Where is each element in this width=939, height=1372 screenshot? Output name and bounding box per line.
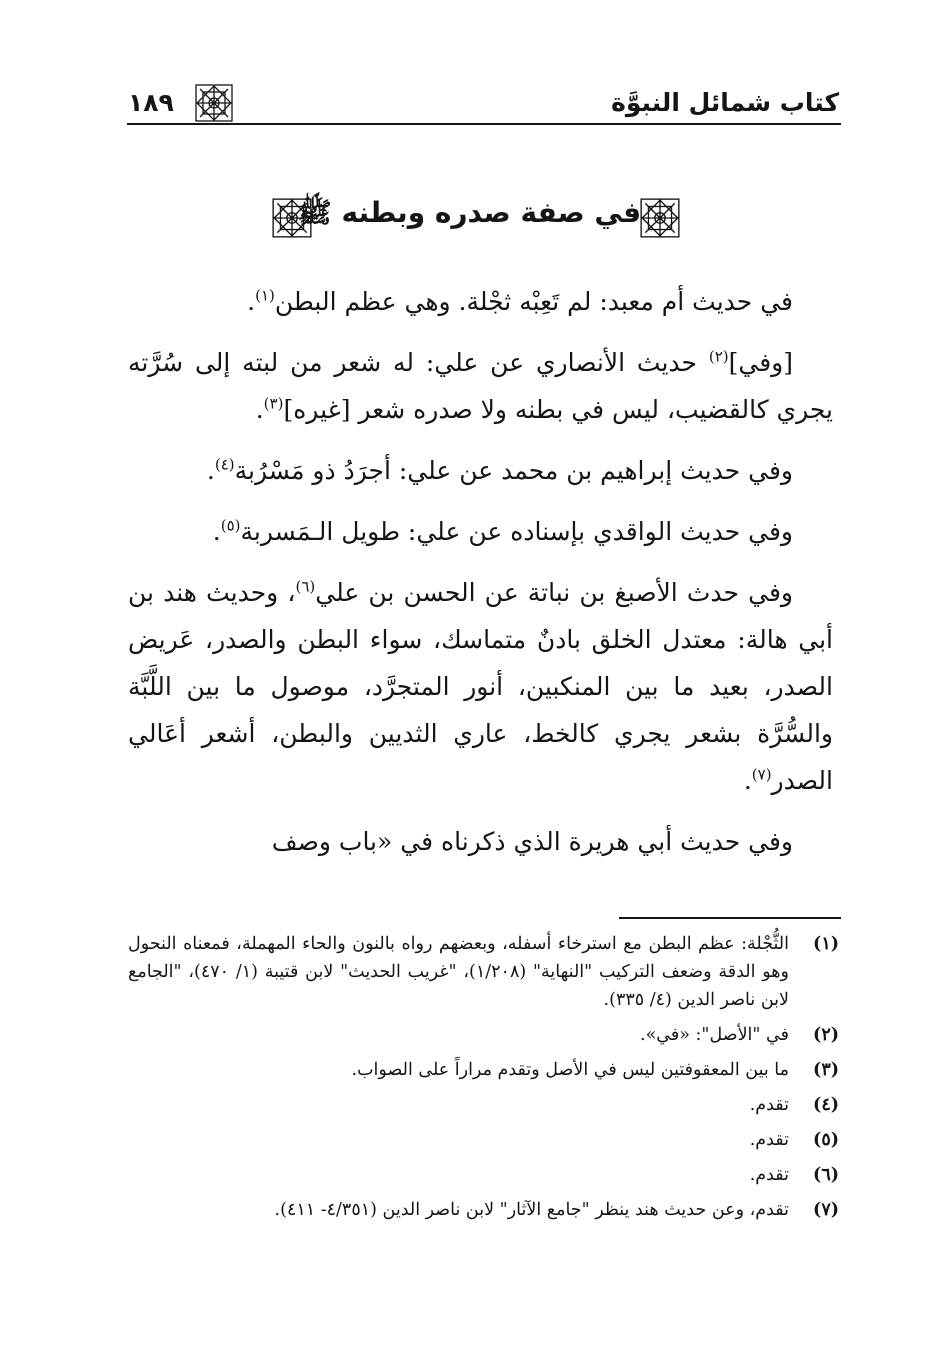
- paragraph: [128, 508, 833, 555]
- footnote: [128, 930, 839, 1014]
- page-number: ١٨٩: [128, 88, 174, 117]
- paragraph-text: [وفي]: [728, 348, 793, 377]
- footnote-ref: (٦): [295, 577, 316, 596]
- paragraph: [128, 339, 833, 433]
- footnote-text: تقدم.: [749, 1130, 789, 1150]
- footnote-ref: (٧): [751, 765, 772, 784]
- footnote: [128, 1091, 839, 1119]
- footnote: [128, 1021, 839, 1049]
- footnote-text: في "الأصل": «في».: [640, 1025, 789, 1045]
- footnote-number: (٣): [813, 1060, 839, 1080]
- body-text: [128, 278, 833, 879]
- footnote-text: ما بين المعقوفتين ليس في الأصل وتقدم مراراً على الصواب.: [351, 1060, 789, 1080]
- chapter-title: في صفة صدره وبطنه ﷺ: [297, 196, 642, 229]
- header-rule: [127, 123, 841, 125]
- footnote-ref: (٣): [263, 394, 284, 413]
- paragraph-text: في حديث أم معبد: لم تَعِبْه ثجْلة. وهي عظم البطن: [274, 287, 793, 316]
- footnote: [128, 1126, 839, 1154]
- paragraph-text: وفي حدث الأصبغ بن نباتة عن الحسن بن علي: [315, 578, 793, 607]
- footnote-text: تقدم.: [749, 1165, 789, 1185]
- footnote-ref: (٤): [214, 455, 235, 474]
- footnote-text: تقدم.: [749, 1095, 789, 1115]
- footnotes: [128, 930, 839, 1231]
- paragraph-text: .: [255, 395, 264, 424]
- paragraph-text: وفي حديث الواقدي بإسناده عن علي: طويل الـمَسربة: [240, 517, 793, 546]
- footnote-rule: [619, 917, 841, 919]
- paragraph-text: ، وحديث هند بن أبي هالة: معتدل الخلق بادنٌ متماسك، سواء البطن والصدر، عَريض الصدر، بعيد ما بين المنكبين، أنور المتجرَّد، موصول ما بين اللَّبَّة والسُّرَّة بشعر يجري كالخط، عاري الثديين والبطن، أشعر أعَالي الصدر: [128, 578, 833, 795]
- footnote-number: (٧): [813, 1200, 839, 1220]
- footnote-number: (٦): [813, 1165, 839, 1185]
- footnote: [128, 1196, 839, 1224]
- paragraph-text: .: [212, 517, 221, 546]
- paragraph: [128, 447, 833, 494]
- footnote: [128, 1056, 839, 1084]
- paragraph: [128, 569, 833, 804]
- paragraph: [128, 818, 833, 865]
- paragraph-text: .: [743, 766, 752, 795]
- running-title: كتاب شمائل النبوَّة: [611, 88, 839, 117]
- paragraph-text: وفي حديث إبراهيم بن محمد عن علي: أجرَدُ ذو مَسْرُبة: [234, 456, 793, 485]
- footnote-text: تقدم، وعن حديث هند ينظر "جامع الآثار" لابن ناصر الدين (٤/٣٥١- ٤١١).: [274, 1200, 789, 1220]
- footnote-text: الثُّجْلة: عظم البطن مع استرخاء أسفله، وبعضهم رواه بالنون والحاء المهملة، فمعناه النحول وهو الدقة وضعف التركيب "النهاية" (١/٢٠٨)، "غريب الحديث" لابن قتيبة (١/ ٤٧٠)، "الجامع لابن ناصر الدين (٤/ ٣٣٥).: [128, 934, 789, 1010]
- geometric-star-ornament-icon: [270, 196, 314, 240]
- footnote-ref: (١): [255, 286, 275, 305]
- paragraph-text: حديث الأنصاري عن علي: له شعر من لبته إلى سُرَّته يجري كالقضيب، ليس في بطنه ولا صدره شعر [غيره]: [128, 348, 833, 424]
- geometric-star-ornament-icon: [193, 82, 235, 124]
- footnote: [128, 1161, 839, 1189]
- footnote-ref: (٢): [708, 347, 729, 366]
- paragraph-text: وفي حديث أبي هريرة الذي ذكرناه في «باب وصف: [271, 827, 793, 856]
- paragraph: [128, 278, 833, 325]
- footnote-number: (٢): [813, 1025, 839, 1045]
- footnote-number: (٥): [813, 1130, 839, 1150]
- paragraph-text: .: [206, 456, 215, 485]
- footnote-number: (٤): [813, 1095, 839, 1115]
- footnote-ref: (٥): [220, 516, 241, 535]
- paragraph-text: .: [247, 287, 256, 316]
- footnote-number: (١): [813, 934, 839, 954]
